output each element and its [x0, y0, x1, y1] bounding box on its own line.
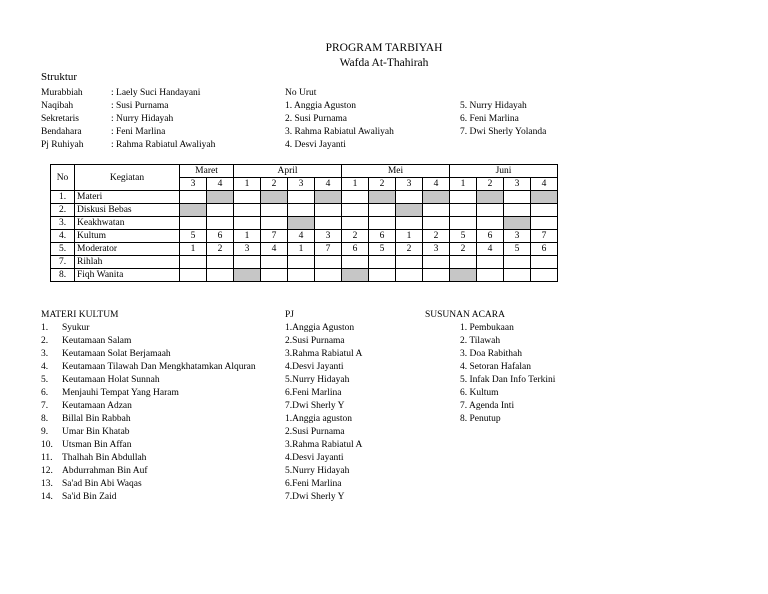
row-no: 1.: [51, 191, 75, 204]
schedule-cell: [369, 191, 396, 204]
schedule-cell: [531, 204, 558, 217]
schedule-cell: 3: [423, 243, 450, 256]
materi-text: Menjauhi Tempat Yang Haram: [62, 388, 179, 398]
materi-text: Keutamaan Solat Berjamaah: [62, 349, 171, 359]
no-urut-list: [285, 87, 394, 152]
schedule-cell: [450, 191, 477, 204]
schedule-cell: 7: [531, 230, 558, 243]
materi-text: Thalhah Bin Abdullah: [62, 453, 147, 463]
materi-text: Sa'ad Bin Abi Waqas: [62, 479, 142, 489]
row-no: 7.: [51, 256, 75, 269]
pj-item: 3.Rahma Rabiatul A: [285, 349, 363, 359]
schedule-cell: [477, 217, 504, 230]
materi-item: [41, 465, 256, 478]
table-row: [51, 204, 558, 217]
schedule-cell: 3: [234, 243, 261, 256]
materi-kultum-heading: MATERI KULTUM: [41, 310, 119, 320]
materi-number: 11.: [41, 453, 53, 463]
role-value: : Rahma Rabiatul Awaliyah: [111, 140, 216, 150]
materi-number: 2.: [41, 336, 49, 346]
pj-item: 6.Feni Marlina: [285, 479, 342, 489]
schedule-cell: [504, 269, 531, 282]
header-week: 2: [261, 178, 288, 191]
pj-item: 5.Nurry Hidayah: [285, 466, 350, 476]
page-title: PROGRAM TARBIYAH: [325, 42, 443, 54]
row-no: 3.: [51, 217, 75, 230]
schedule-cell: [315, 256, 342, 269]
schedule-cell: [369, 217, 396, 230]
acara-item: 7. Agenda Inti: [460, 401, 515, 411]
materi-item: [41, 400, 256, 413]
schedule-cell: [396, 191, 423, 204]
materi-number: 7.: [41, 401, 49, 411]
row-kegiatan: Fiqh Wanita: [75, 269, 180, 282]
susunan-acara-heading: SUSUNAN ACARA: [425, 310, 505, 320]
materi-number: 9.: [41, 427, 49, 437]
schedule-cell: 1: [234, 230, 261, 243]
schedule-cell: [261, 256, 288, 269]
no-urut-item: 3. Rahma Rabiatul Awaliyah: [285, 127, 394, 137]
role-value: : Nurry Hidayah: [111, 114, 174, 124]
schedule-cell: [207, 256, 234, 269]
schedule-cell: [342, 269, 369, 282]
materi-item: [41, 491, 256, 504]
schedule-cell: [342, 217, 369, 230]
role-row: [41, 126, 215, 139]
schedule-cell: 6: [369, 230, 396, 243]
header-month: Maret: [180, 165, 234, 178]
role-value: : Laely Suci Handayani: [111, 88, 201, 98]
schedule-cell: 3: [315, 230, 342, 243]
schedule-cell: [342, 191, 369, 204]
schedule-cell: [288, 217, 315, 230]
schedule-cell: [477, 204, 504, 217]
role-row: [41, 87, 215, 100]
pj-item: 4.Desvi Jayanti: [285, 453, 344, 463]
schedule-cell: [342, 204, 369, 217]
materi-number: 1.: [41, 323, 49, 333]
materi-text: Keutamaan Tilawah Dan Mengkhatamkan Alquran: [62, 362, 256, 372]
role-label: Naqibah: [41, 101, 74, 111]
header-week: 4: [315, 178, 342, 191]
schedule-cell: [234, 217, 261, 230]
materi-number: 10.: [41, 440, 53, 450]
materi-item: [41, 335, 256, 348]
acara-item: 5. Infak Dan Info Terkini: [460, 375, 556, 385]
pj-heading: PJ: [285, 310, 294, 320]
struktur-roles: [41, 87, 215, 152]
materi-number: 6.: [41, 388, 49, 398]
schedule-cell: 7: [261, 230, 288, 243]
schedule-cell: [369, 269, 396, 282]
header-week: 3: [396, 178, 423, 191]
pj-item: 5.Nurry Hidayah: [285, 375, 350, 385]
materi-kultum-section: [41, 309, 256, 504]
header-month: Mei: [342, 165, 450, 178]
role-row: [41, 100, 215, 113]
schedule-cell: [423, 256, 450, 269]
materi-number: 14.: [41, 492, 53, 502]
header-no: No: [51, 165, 75, 191]
header-week: 3: [504, 178, 531, 191]
no-urut-list-2: [460, 100, 546, 139]
schedule-cell: [180, 204, 207, 217]
table-row: [51, 191, 558, 204]
header-month: Juni: [450, 165, 558, 178]
schedule-cell: 1: [288, 243, 315, 256]
pj-item: 2.Susi Purnama: [285, 427, 345, 437]
materi-item: [41, 426, 256, 439]
page-subtitle: Wafda At-Thahirah: [339, 57, 429, 69]
schedule-cell: [234, 269, 261, 282]
table-header-row: [51, 165, 558, 178]
row-no: 4.: [51, 230, 75, 243]
pj-item: 4.Desvi Jayanti: [285, 362, 344, 372]
schedule-cell: [504, 217, 531, 230]
materi-number: 5.: [41, 375, 49, 385]
role-value: : Susi Purnama: [111, 101, 169, 111]
schedule-cell: [504, 256, 531, 269]
schedule-cell: [450, 204, 477, 217]
row-kegiatan: Rihlah: [75, 256, 180, 269]
no-urut-item: 4. Desvi Jayanti: [285, 140, 346, 150]
materi-text: Keutamaan Adzan: [62, 401, 132, 411]
schedule-cell: [531, 269, 558, 282]
table-row: [51, 256, 558, 269]
schedule-cell: 1: [396, 230, 423, 243]
schedule-cell: [288, 256, 315, 269]
materi-item: [41, 348, 256, 361]
schedule-cell: 4: [288, 230, 315, 243]
materi-item: [41, 439, 256, 452]
role-value: : Feni Marlina: [111, 127, 166, 137]
materi-text: Keutamaan Holat Sunnah: [62, 375, 160, 385]
acara-item: 3. Doa Rabithah: [460, 349, 523, 359]
header-week: 1: [342, 178, 369, 191]
schedule-cell: 7: [315, 243, 342, 256]
header-kegiatan: Kegiatan: [75, 165, 180, 191]
schedule-cell: [288, 191, 315, 204]
acara-item: 6. Kultum: [460, 388, 499, 398]
materi-text: Billal Bin Rabbah: [62, 414, 131, 424]
schedule-cell: 6: [342, 243, 369, 256]
header-month: April: [234, 165, 342, 178]
no-urut-item: 7. Dwi Sherly Yolanda: [460, 127, 547, 137]
schedule-cell: 5: [450, 230, 477, 243]
pj-item: 7.Dwi Sherly Y: [285, 492, 345, 502]
schedule-cell: [531, 191, 558, 204]
schedule-cell: 2: [450, 243, 477, 256]
no-urut-item: 6. Feni Marlina: [460, 114, 519, 124]
schedule-cell: [450, 256, 477, 269]
schedule-cell: [369, 204, 396, 217]
schedule-cell: [504, 191, 531, 204]
schedule-cell: [261, 217, 288, 230]
schedule-cell: [423, 204, 450, 217]
header-week: 2: [369, 178, 396, 191]
schedule-cell: 2: [207, 243, 234, 256]
row-kegiatan: Materi: [75, 191, 180, 204]
schedule-cell: [207, 269, 234, 282]
susunan-acara-list: [460, 322, 555, 426]
schedule-cell: 3: [504, 230, 531, 243]
row-kegiatan: Moderator: [75, 243, 180, 256]
row-kegiatan: Diskusi Bebas: [75, 204, 180, 217]
role-row: [41, 113, 215, 126]
pj-item: 7.Dwi Sherly Y: [285, 401, 345, 411]
schedule-cell: 6: [477, 230, 504, 243]
schedule-cell: [423, 269, 450, 282]
schedule-cell: [504, 204, 531, 217]
pj-item: 2.Susi Purnama: [285, 336, 345, 346]
schedule-cell: [288, 269, 315, 282]
schedule-cell: [396, 269, 423, 282]
no-urut-item: 1. Anggia Aguston: [285, 101, 356, 111]
materi-item: [41, 322, 256, 335]
pj-item: 1.Anggia aguston: [285, 414, 353, 424]
schedule-cell: [477, 191, 504, 204]
schedule-cell: [315, 269, 342, 282]
header-week: 1: [234, 178, 261, 191]
schedule-cell: [207, 204, 234, 217]
role-row: [41, 139, 215, 152]
struktur-heading: Struktur: [41, 71, 78, 83]
materi-number: 3.: [41, 349, 49, 359]
schedule-cell: [396, 217, 423, 230]
schedule-cell: [531, 256, 558, 269]
schedule-cell: [315, 191, 342, 204]
schedule-cell: [234, 204, 261, 217]
acara-item: 4. Setoran Hafalan: [460, 362, 531, 372]
materi-text: Utsman Bin Affan: [62, 440, 132, 450]
no-urut-item: 2. Susi Purnama: [285, 114, 348, 124]
no-urut-item: 5. Nurry Hidayah: [460, 101, 527, 111]
schedule-cell: 1: [180, 243, 207, 256]
row-no: 8.: [51, 269, 75, 282]
header-week: 4: [531, 178, 558, 191]
schedule-cell: 2: [423, 230, 450, 243]
schedule-cell: [207, 191, 234, 204]
schedule-cell: [531, 217, 558, 230]
schedule-cell: [477, 269, 504, 282]
schedule-cell: [234, 256, 261, 269]
acara-item: 8. Penutup: [460, 414, 501, 424]
materi-number: 13.: [41, 479, 53, 489]
materi-number: 8.: [41, 414, 49, 424]
schedule-cell: [261, 204, 288, 217]
materi-text: Umar Bin Khatab: [62, 427, 130, 437]
header-week: 1: [450, 178, 477, 191]
schedule-table: [50, 164, 558, 282]
pj-item: 3.Rahma Rabiatul A: [285, 440, 363, 450]
schedule-cell: [396, 256, 423, 269]
pj-item: 1.Anggia Aguston: [285, 323, 355, 333]
schedule-cell: 6: [207, 230, 234, 243]
schedule-cell: [261, 269, 288, 282]
row-kegiatan: Keakhwatan: [75, 217, 180, 230]
role-label: Murabbiah: [41, 88, 83, 98]
schedule-cell: [369, 256, 396, 269]
acara-item: 2. Tilawah: [460, 336, 501, 346]
schedule-cell: [450, 269, 477, 282]
materi-item: [41, 374, 256, 387]
table-row: [51, 269, 558, 282]
materi-number: 12.: [41, 466, 53, 476]
schedule-cell: [423, 191, 450, 204]
schedule-cell: [180, 191, 207, 204]
schedule-cell: [315, 217, 342, 230]
schedule-cell: [234, 191, 261, 204]
schedule-cell: 2: [342, 230, 369, 243]
role-label: Sekretaris: [41, 114, 79, 124]
materi-number: 4.: [41, 362, 49, 372]
schedule-cell: [180, 269, 207, 282]
materi-text: Syukur: [62, 323, 90, 333]
table-row: [51, 230, 558, 243]
table-row: [51, 243, 558, 256]
materi-text: Keutamaan Salam: [62, 336, 132, 346]
schedule-cell: [423, 217, 450, 230]
no-urut-heading: No Urut: [285, 88, 317, 98]
pj-section: [285, 309, 362, 504]
schedule-cell: [261, 191, 288, 204]
schedule-cell: 5: [504, 243, 531, 256]
schedule-cell: [207, 217, 234, 230]
materi-text: Sa'id Bin Zaid: [62, 492, 117, 502]
header-week: 3: [180, 178, 207, 191]
schedule-cell: 4: [261, 243, 288, 256]
header-week: 4: [207, 178, 234, 191]
role-label: Pj Ruhiyah: [41, 140, 84, 150]
pj-item: 6.Feni Marlina: [285, 388, 342, 398]
acara-item: 1. Pembukaan: [460, 323, 514, 333]
materi-item: [41, 413, 256, 426]
role-label: Bendahara: [41, 127, 82, 137]
materi-item: [41, 478, 256, 491]
materi-item: [41, 452, 256, 465]
schedule-cell: [180, 217, 207, 230]
row-kegiatan: Kultum: [75, 230, 180, 243]
schedule-cell: 4: [477, 243, 504, 256]
header-week: 3: [288, 178, 315, 191]
schedule-cell: [477, 256, 504, 269]
schedule-cell: 2: [396, 243, 423, 256]
schedule-cell: 5: [180, 230, 207, 243]
header-week: 4: [423, 178, 450, 191]
materi-item: [41, 361, 256, 374]
schedule-cell: 6: [531, 243, 558, 256]
table-row: [51, 217, 558, 230]
schedule-cell: [180, 256, 207, 269]
schedule-cell: [315, 204, 342, 217]
materi-text: Abdurrahman Bin Auf: [62, 466, 148, 476]
schedule-cell: 5: [369, 243, 396, 256]
header-week: 2: [477, 178, 504, 191]
schedule-cell: [396, 204, 423, 217]
materi-item: [41, 387, 256, 400]
schedule-cell: [450, 217, 477, 230]
row-no: 2.: [51, 204, 75, 217]
schedule-cell: [342, 256, 369, 269]
schedule-cell: [288, 204, 315, 217]
row-no: 5.: [51, 243, 75, 256]
